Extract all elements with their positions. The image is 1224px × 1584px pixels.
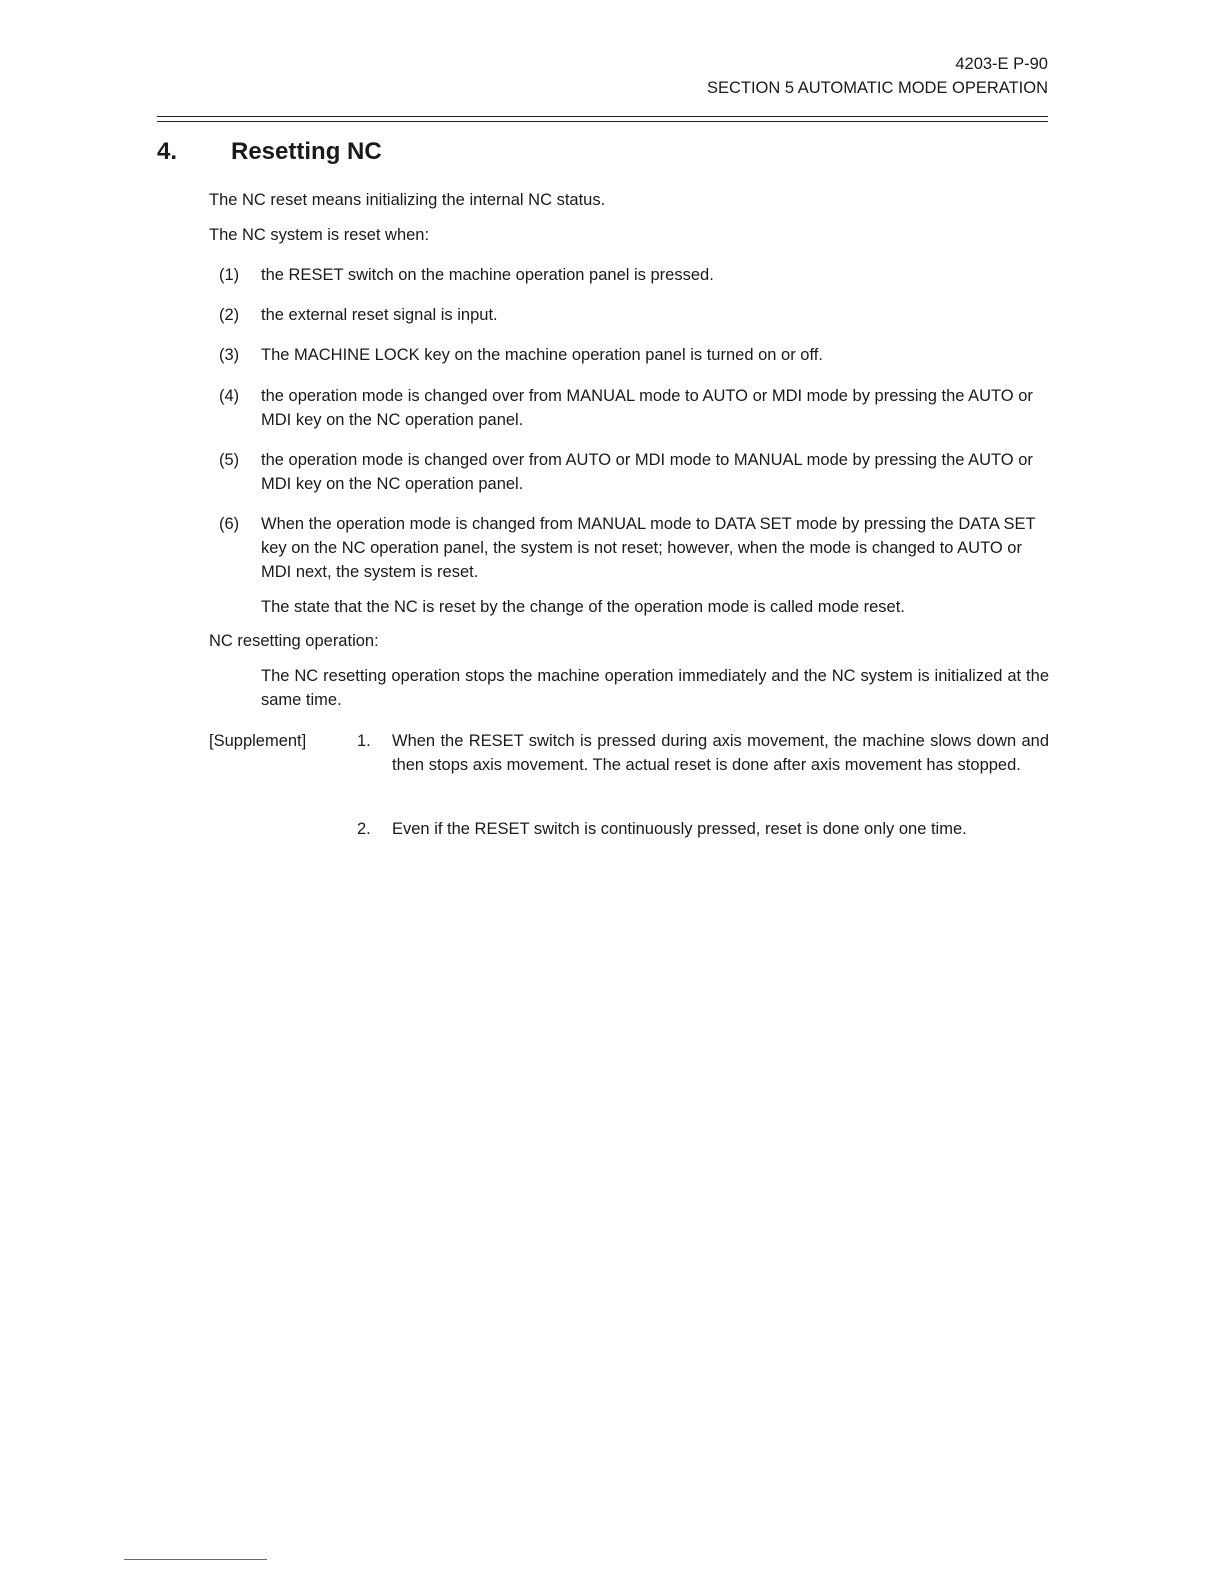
- list-item-text: the operation mode is changed over from MANUAL mode to AUTO or MDI mode by pressing the AUTO or MDI key on the NC operation panel.: [261, 387, 1033, 429]
- supplement-item-text: Even if the RESET switch is continuously pressed, reset is done only one time.: [392, 820, 967, 838]
- list-item-number: (3): [219, 346, 240, 364]
- footer-line: [124, 1559, 267, 1560]
- list-item-number: (4): [219, 387, 240, 405]
- supplement-item-number: 2.: [357, 820, 371, 838]
- list-item-number: (1): [219, 266, 240, 284]
- reset-when-paragraph: The NC system is reset when:: [209, 226, 430, 244]
- header-rule-bottom: [157, 121, 1048, 122]
- list-item-text: When the operation mode is changed from MANUAL mode to DATA SET mode by pressing the DATA SET key on the NC operation panel, the system is not reset; however, when the mode is changed to AUTO or MDI next, the system is reset.: [261, 515, 1036, 581]
- list-item-text: the operation mode is changed over from AUTO or MDI mode to MANUAL mode by pressing the AUTO or MDI key on the NC operation panel.: [261, 451, 1033, 493]
- list-item-text: the external reset signal is input.: [261, 306, 498, 324]
- list-item-text: The MACHINE LOCK key on the machine operation panel is turned on or off.: [261, 346, 823, 364]
- supplement-item-text: When the RESET switch is pressed during axis movement, the machine slows down and then stops axis movement. The actual reset is done after axis movement has stopped.: [392, 732, 1049, 774]
- intro-paragraph: The NC reset means initializing the internal NC status.: [209, 191, 606, 209]
- resetting-operation-text: The NC resetting operation stops the machine operation immediately and the NC system is initialized at the same time.: [261, 667, 1049, 709]
- list-item-number: (5): [219, 451, 240, 469]
- resetting-operation-heading: NC resetting operation:: [209, 632, 379, 650]
- list-item-text: the RESET switch on the machine operation panel is pressed.: [261, 266, 714, 284]
- list-item-number: (6): [219, 515, 240, 533]
- list-item-number: (2): [219, 306, 240, 324]
- mode-reset-note: The state that the NC is reset by the change of the operation mode is called mode reset.: [261, 598, 905, 616]
- header-rule-top: [157, 116, 1048, 117]
- section-number: 4.: [157, 138, 178, 165]
- supplement-item-number: 1.: [357, 732, 371, 750]
- section-title: Resetting NC: [231, 138, 382, 165]
- supplement-label: [Supplement]: [209, 732, 307, 750]
- section-reference: SECTION 5 AUTOMATIC MODE OPERATION: [706, 79, 1048, 97]
- page-header: [707, 52, 1048, 100]
- doc-page-number: 4203-E P-90: [955, 55, 1048, 73]
